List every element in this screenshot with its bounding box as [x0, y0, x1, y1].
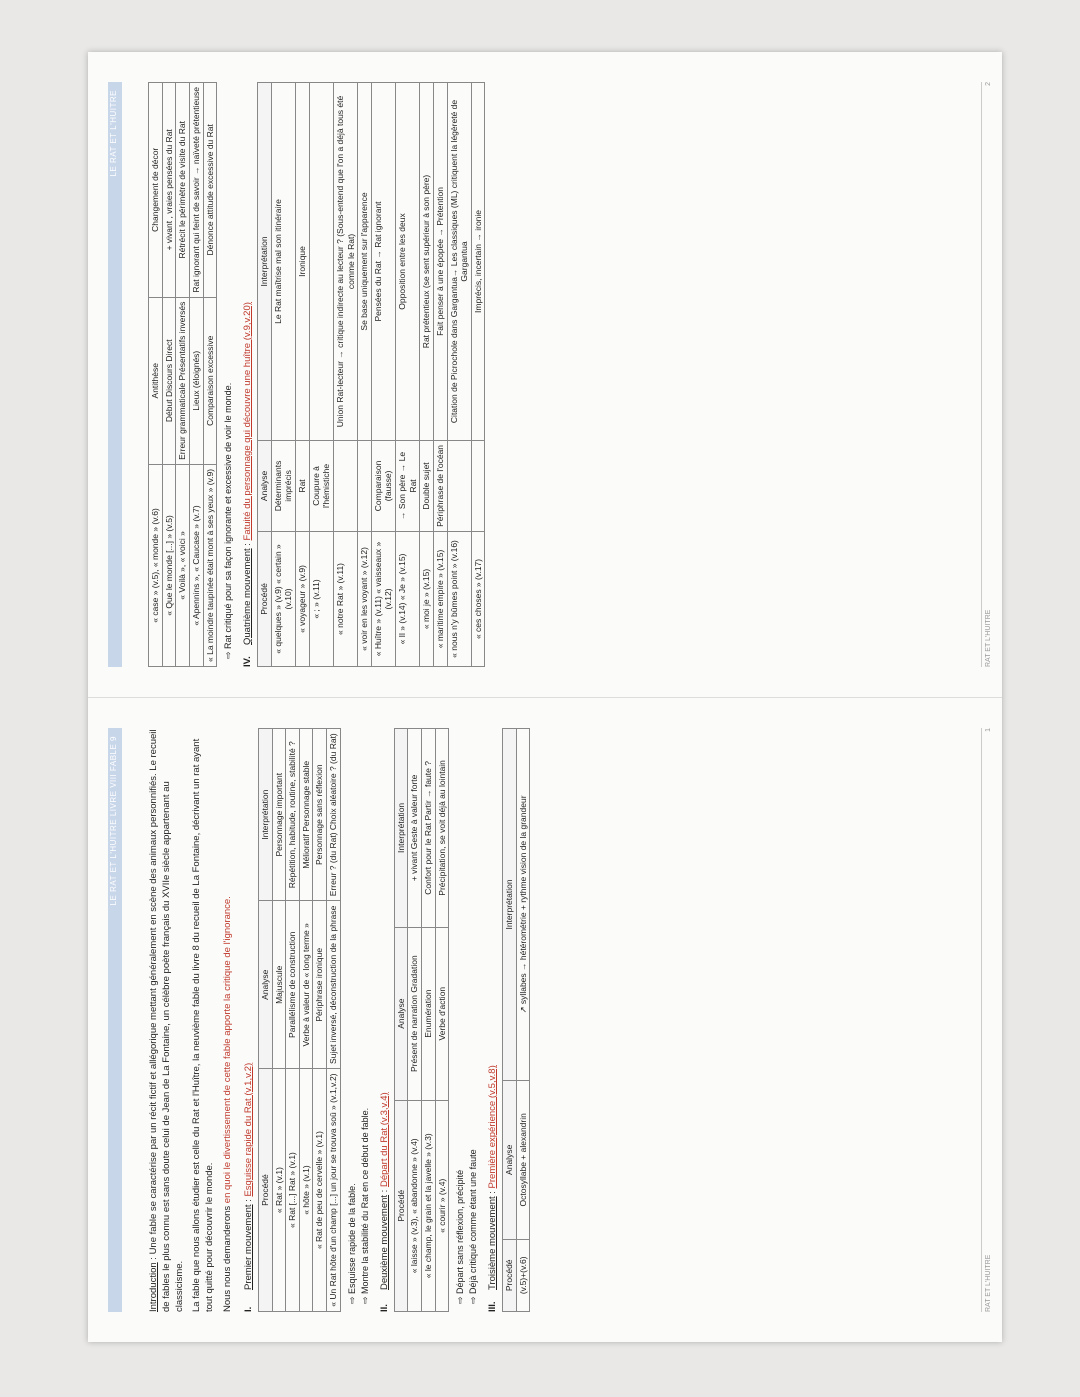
cell: Début Discours Direct: [162, 297, 176, 464]
bullet: ⇨ Montre la stabilité du Rat en ce début de fable.: [360, 728, 371, 1304]
cell: Coupure à l'hémistiche: [309, 440, 333, 531]
th: Interprétation: [258, 729, 272, 901]
table-row: [516, 729, 530, 1312]
cell: « Rat [...] Rat » (v.1): [286, 1069, 300, 1312]
cell: Périphrase de l'océan: [433, 440, 447, 531]
footer: [981, 728, 992, 1312]
cell: Précipitation, se voit déjà au lointain: [435, 729, 449, 928]
cell: Erreur ? (du Rat) Choix aléatoire ? (du Rat): [327, 729, 341, 901]
table-row: [272, 729, 286, 1312]
page-1: [88, 697, 1002, 1342]
cell: Personnage sans réflexion: [313, 729, 327, 901]
header-band: [108, 728, 122, 1312]
cell: Changement de décor: [149, 83, 163, 298]
cell: (v.5)+(v.6): [516, 1239, 530, 1311]
cell: « Apennins », « Caucase » (v.7): [189, 464, 203, 666]
cell: Comparaison (fausse): [371, 440, 395, 531]
cell: « hôte » (v.1): [299, 1069, 313, 1312]
problematic-highlight: en quoi le divertissement de cette fable apporte la critique de l'ignorance.: [222, 896, 234, 1204]
cell: « ; » (v.11): [309, 531, 333, 666]
cell: « notre Rat » (v.11): [333, 531, 357, 666]
cell: « voir en les voyant » (v.12): [358, 531, 372, 666]
table-row: [296, 83, 310, 667]
cell: Lieux (éloignés): [189, 297, 203, 464]
cell: Se base uniquement sur l'apparence: [358, 83, 372, 441]
cell: Ironique: [296, 83, 310, 441]
cell: Parallélisme de construction: [286, 901, 300, 1069]
cell: « le champ, le grain et la javelle » (v.3): [421, 1100, 435, 1311]
footer: [981, 82, 992, 667]
cell: Verbe à valeur de « long terme »: [299, 901, 313, 1069]
scanned-paper: [88, 52, 1002, 1342]
cell: « quelques » (v.9) « certain » (v.10): [271, 531, 295, 666]
th: Procédé: [394, 1100, 408, 1311]
cell: Opposition entre les deux: [396, 83, 420, 441]
cell: « La moindre taupinée était mont à ses yeux » (v.9): [203, 464, 217, 666]
section-2-title: II.Deuxième mouvement : Départ du Rat (v.3,v.4): [378, 1092, 390, 1312]
table-1: [258, 728, 341, 1312]
cell: Sujet inversé, déconstruction de la phrase: [327, 901, 341, 1069]
cell: Dénonce attitude excessive du Rat: [203, 83, 217, 298]
intro-label: Introduction: [148, 1262, 159, 1312]
cell: « Il » (v.14) « Je » (v.15): [396, 531, 420, 666]
cell: Périphrase ironique: [313, 901, 327, 1069]
cell: « Un Rat hôte d'un champ [...] un jour se trouva soû » (v.1,v.2): [327, 1069, 341, 1312]
table-row: [286, 729, 300, 1312]
table-row: [203, 83, 217, 667]
table-row: [162, 83, 176, 667]
cell: Rat: [296, 440, 310, 531]
th: Interprétation: [503, 729, 517, 1081]
th: Procédé: [503, 1239, 517, 1311]
table-row: [408, 729, 422, 1312]
cell: → Son père → Le Rat: [396, 440, 420, 531]
cell: Citation de Picrochole dans Gargantua→ Les classiques (ML) critiquent la légèreté de Gargantua: [447, 83, 471, 441]
table-row: [471, 83, 485, 667]
th: Procédé: [258, 1069, 272, 1312]
table-row: [358, 83, 372, 667]
section-2-heading: Départ du Rat (v.3,v.4): [378, 1092, 390, 1188]
table-2: [394, 728, 450, 1312]
cell: + vivant , vraies pensées du Rat: [162, 83, 176, 298]
cell: Le Rat maîtrise mal son itinéraire: [271, 83, 295, 441]
th: Procédé: [258, 531, 272, 666]
th: Interprétation: [258, 83, 272, 441]
cell: « courir » (v.4): [435, 1100, 449, 1311]
cell: Rat prétentieux (se sent supérieur à son père): [420, 83, 434, 441]
cell: Majuscule: [272, 901, 286, 1069]
cell: Verbe d'action: [435, 927, 449, 1100]
th: Analyse: [258, 901, 272, 1069]
section-3-title: III.Troisième mouvement : Première expérience (v.5,v.8): [487, 1065, 499, 1312]
cell: Antithèse: [149, 297, 163, 464]
cell: « nous n'y bûmes point » (v.16): [447, 531, 471, 666]
cell: Double sujet: [420, 440, 434, 531]
cell: [309, 83, 333, 441]
table-row: [149, 83, 163, 667]
cell: [333, 440, 357, 531]
cell: ↗ syllabes → hétérométrie + rythme vision de la grandeur: [516, 729, 530, 1081]
table-row: [421, 729, 435, 1312]
intro-text: : Une fable se caractérise par un récit fictif et allégorique mettant généralement en scène des animaux personnifiés. Le recueil de fables le plus connu est sans doute celui de Jean de La Fontaine, un célèbre poète français du XVIIe siècle appartenant au classicisme.: [148, 729, 185, 1312]
cell: [471, 440, 485, 531]
intro-paragraph: [148, 728, 186, 1312]
cell: Rétrécit le périmètre de visite du Rat: [176, 83, 190, 298]
footer-title: RAT ET L'HUITRE: [985, 609, 992, 667]
section-4-heading: Fatuité du personnage qui découvre une huître (v.9,v.20): [242, 302, 254, 541]
section-2-number: II.: [378, 1304, 390, 1312]
cell: Mélioratif Personnage stable: [299, 729, 313, 901]
bullet: ⇨ Départ sans réflexion, précipité: [455, 728, 466, 1304]
section-3-number: III.: [487, 1301, 499, 1312]
cell: Rat ignorant qui feint de savoir → naïveté prétentieuse: [189, 83, 203, 298]
bullet: ⇨ Déjà critiqué comme étant une faute: [468, 728, 479, 1304]
cell: « Voilà », « voici »: [176, 464, 190, 666]
section-2-label: Deuxième mouvement: [378, 1194, 390, 1290]
page-number: 1: [985, 728, 992, 732]
section-3-heading: Première expérience (v.5,v.8): [487, 1065, 499, 1189]
table-row: [371, 83, 395, 667]
cell: « Rat » (v.1): [272, 1069, 286, 1312]
section-1-number: I.: [242, 1306, 254, 1312]
table-row: [313, 729, 327, 1312]
table-row: [396, 83, 420, 667]
section-1-heading: Esquisse rapide du Rat (v.1,v.2): [242, 1062, 254, 1197]
table-3a: [502, 728, 530, 1312]
cell: Présent de narration Gradation: [408, 927, 422, 1100]
cell: « voyageur » (v.9): [296, 531, 310, 666]
cell: « moi je » (v.15): [420, 531, 434, 666]
table-row: [433, 83, 447, 667]
th: Analyse: [258, 440, 272, 531]
intro-paragraph-2: La fable que nous allons étudier est celle du Rat et l'Huître, la neuvième fable du livre 8 du recueil de La Fontaine, décrivant un rat ayant tout quitté pour découvrir le monde.: [191, 738, 216, 1312]
cell: Union Rat-lecteur → critique indirecte au lecteur ? (Sous-entend que l'on a déjà tous été comme le Rat): [333, 83, 357, 441]
section-4-number: IV.: [242, 656, 254, 667]
table-row: [189, 83, 203, 667]
cell: [358, 440, 372, 531]
cell: Imprécis, incertain → ironie: [471, 83, 485, 441]
cell: « Que le monde [...] » (v.5): [162, 464, 176, 666]
table-row: [299, 729, 313, 1312]
header-band: [108, 82, 122, 667]
section-4-label: Quatrième mouvement: [242, 548, 254, 645]
cell: Comparaison excessive: [203, 297, 217, 464]
th: Analyse: [503, 1081, 517, 1240]
table-row: [271, 83, 295, 667]
section-3-label: Troisième mouvement: [487, 1196, 499, 1290]
rotated-spread: [88, 52, 1002, 1342]
header-text: LE RAT ET L'HUITRE LIVRE VIII FABLE 9: [109, 736, 118, 906]
cell: Confort pour le Rat Partir → faute ?: [421, 729, 435, 928]
cell: « Rat de peu de cervelle » (v.1): [313, 1069, 327, 1312]
section-1-label: Premier mouvement: [242, 1204, 254, 1290]
cell: « maritime empire » (v.15): [433, 531, 447, 666]
table-row: [333, 83, 357, 667]
table-row: [447, 83, 471, 667]
header-text: LE RAT ET L'HUITRE: [109, 90, 118, 177]
table-row: [327, 729, 341, 1312]
cell: « laisse » (v.3), « abandonne » (v.4): [408, 1100, 422, 1311]
table-row: [435, 729, 449, 1312]
cell: + vivant Geste à valeur forte: [408, 729, 422, 928]
cell: « case » (v.5), « monde » (v.6): [149, 464, 163, 666]
cell: [447, 440, 471, 531]
th: Analyse: [394, 927, 408, 1100]
th: Interprétation: [394, 729, 408, 928]
section-1-title: I.Premier mouvement : Esquisse rapide du Rat (v.1,v.2): [242, 1062, 254, 1312]
table-row: [176, 83, 190, 667]
section-4-title: IV.Quatrième mouvement : Fatuité du personnage qui découvre une huître (v.9,v.20): [242, 302, 254, 667]
table-3b: [148, 82, 217, 667]
table-row: [309, 83, 333, 667]
cell: Répétition, habitude, routine, stabilité ?: [286, 729, 300, 901]
cell: Pensées du Rat → Rat ignorant: [371, 83, 395, 441]
cell: Fait penser à une épopée → Prétention: [433, 83, 447, 441]
footer-title: RAT ET L'HUITRE: [985, 1254, 992, 1312]
page-2: [88, 52, 1002, 697]
bullet: ⇨ Rat critiqué pour sa façon ignorante et excessive de voir le monde.: [223, 82, 234, 659]
bullet: ⇨ Esquisse rapide de la fable.: [347, 728, 358, 1304]
problematic-start: Nous nous demanderons: [222, 1203, 234, 1312]
cell: Déterminants imprécis: [271, 440, 295, 531]
cell: Personnage important: [272, 729, 286, 901]
cell: « ces choses » (v.17): [471, 531, 485, 666]
page-number: 2: [985, 82, 992, 86]
cell: Enumération: [421, 927, 435, 1100]
cell: Octosyllabe + alexandrin: [516, 1081, 530, 1240]
cell: « Huître » (v.11) « vaisseaux » (v.12): [371, 531, 395, 666]
table-row: [420, 83, 434, 667]
table-4: [257, 82, 485, 667]
problematic: [222, 728, 235, 1312]
cell: Erreur grammaticale Présentatifs inversés: [176, 297, 190, 464]
